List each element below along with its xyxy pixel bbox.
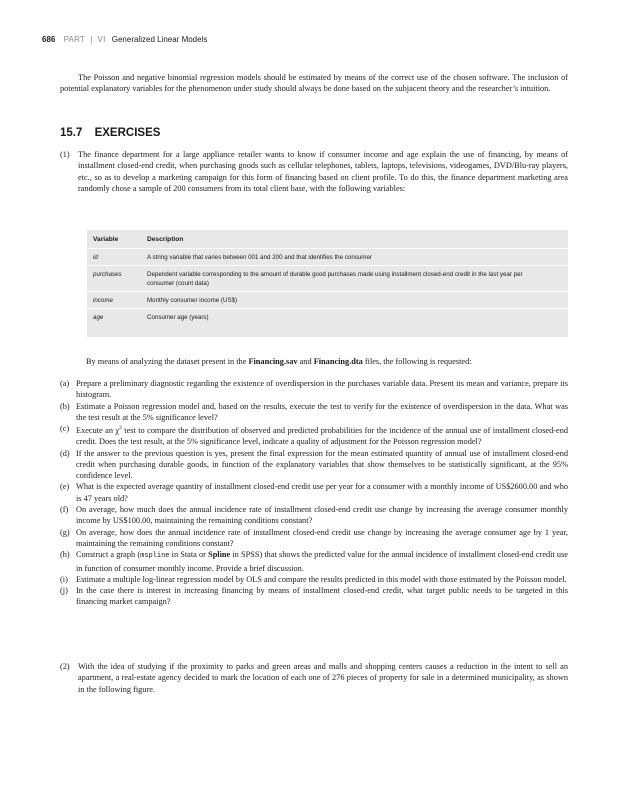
- item-text: On average, how much does the annual incidence rate of installment closed-end credit use change by increasing the average consumer monthly income by US$100.00, maintaining the remaining conditions constant?: [76, 505, 568, 526]
- item-text: What is the expected average quantity of installment closed-end credit use per year for a consumer with a monthly income of US$2600.00 and who is 47 years old?: [76, 482, 568, 503]
- variables-table: [87, 230, 568, 337]
- code-term: mspline: [140, 552, 170, 561]
- request-text: files, the following is requested:: [362, 357, 472, 366]
- exercise-1: [60, 149, 568, 194]
- exercise-number: (1): [60, 150, 70, 159]
- list-item: [60, 527, 568, 550]
- exercise-text: The finance department for a large appliance retailer wants to know if consumer income and age explain the use of financing, by means of installment closed-end credit, when purchasing goods such as cellular telephones, tablets, laptops, televisions, videogames, DVD/Blu-ray players, etc., so as to develop a marketing campaign for this form of financing based on client profile. To do this, the finance department marketing area randomly chose a sample of 200 consumers from its total client base, with the following variables:: [78, 150, 568, 193]
- item-label: (e): [60, 482, 70, 492]
- item-text-part: in SPSS) that shows the predicted value for the annual incidence of installment closed-end credit use in function of consumer monthly income. Provide a brief discussion.: [76, 550, 568, 573]
- list-item: [60, 574, 568, 585]
- item-label: (c): [60, 424, 70, 434]
- item-label: (h): [60, 550, 70, 560]
- variable-cell: id: [93, 254, 98, 261]
- table-row: [87, 309, 568, 325]
- exercise-text: With the idea of studying if the proximity to parks and green areas and malls and shopping centers causes a reduction in the intent to sell an apartment, a real-estate agency decided to mark the location of each one of 276 pieces of property for sale in a determined municipality, as shown in the following figure.: [78, 662, 568, 694]
- item-label: (g): [60, 527, 70, 537]
- item-label: (i): [60, 574, 68, 584]
- item-label: (j): [60, 586, 68, 596]
- item-text-part: Construct a graph (: [76, 550, 141, 560]
- list-item: [60, 549, 568, 574]
- header-separator: |: [90, 35, 93, 44]
- item-text: Estimate a Poisson regression model and, based on the results, execute the test to verify for the existence of overdispersion in the data. What was the test result at the 5% significance level?: [76, 401, 568, 422]
- part-number: VI: [97, 35, 106, 44]
- item-label: (d): [60, 448, 70, 458]
- section-number: 15.7: [60, 127, 83, 139]
- file-name-dta: Financing.dta: [313, 357, 363, 366]
- table-row: [87, 266, 568, 292]
- running-header: [42, 35, 207, 44]
- request-text: By means of analyzing the dataset present in the: [86, 357, 249, 366]
- bold-term: Spline: [208, 550, 231, 560]
- column-header-description: Description: [147, 236, 184, 243]
- item-text: [76, 549, 568, 574]
- list-item: [60, 585, 568, 608]
- page-number: 686: [42, 35, 56, 44]
- description-cell: Consumer age (years): [147, 314, 209, 321]
- list-item: [60, 481, 568, 504]
- section-title: EXERCISES: [94, 127, 161, 139]
- list-item: [60, 448, 568, 482]
- list-item: [60, 378, 568, 401]
- column-header-variable: Variable: [93, 236, 119, 243]
- intro-paragraph: The Poisson and negative binomial regression models should be estimated by means of the correct use of the chosen software. The inclusion of potential explanatory variables for the phenomenon under study should always be done based on the subjacent theory and the researcher’s intuition.: [60, 73, 568, 94]
- item-text: On average, how does the annual incidence rate of installment closed-end credit use change by increasing the average consumer age by 1 year, maintaining the remaining conditions constant?: [76, 527, 568, 548]
- item-label: (b): [60, 401, 70, 411]
- request-intro: [60, 356, 568, 367]
- item-text: Prepare a preliminary diagnostic regarding the existence of overdispersion in the purchases variable data. Present its mean and variance, prepare its histogram.: [76, 379, 568, 400]
- variable-cell: purchases: [93, 271, 122, 278]
- request-text: and: [297, 357, 314, 366]
- description-cell: Dependent variable corresponding to the amount of durable good purchases made using installment closed-end credit in the last year per consumer (count data): [147, 271, 523, 287]
- item-text: [76, 423, 568, 447]
- item-text-part: Execute an: [76, 425, 116, 435]
- superscript: 2: [119, 425, 122, 432]
- part-label: PART: [63, 35, 85, 44]
- variable-cell: income: [93, 297, 113, 304]
- request-list: [60, 378, 568, 608]
- section-heading: [60, 128, 160, 139]
- list-item: [60, 401, 568, 424]
- variable-cell: age: [93, 314, 104, 321]
- table-header-row: [87, 230, 568, 249]
- list-item: [60, 423, 568, 447]
- item-text: If the answer to the previous question is yes, present the final expression for the mean estimated quantity of annual use of installment closed-end credit when purchasing durable goods, in function of the explanatory variables that show themselves to be statistically significant, at the 95% confidence level.: [76, 448, 568, 481]
- item-label: (a): [60, 379, 70, 388]
- list-item: [60, 504, 568, 527]
- table-row: [87, 292, 568, 309]
- exercise-number: (2): [60, 662, 70, 671]
- item-label: (f): [60, 505, 69, 515]
- description-cell: A string variable that varies between 001 and 200 and that identifies the consumer: [147, 254, 372, 261]
- item-text-part: in Stata or: [169, 550, 209, 560]
- description-cell: Monthly consumer income (US$): [147, 297, 238, 304]
- file-name-sav: Financing.sav: [248, 357, 298, 366]
- item-text: In the case there is interest in increasing financing by means of installment closed-end credit, what target public needs to be targeted in this financing market campaign?: [76, 586, 568, 607]
- chi-symbol: χ: [115, 425, 120, 435]
- part-title: Generalized Linear Models: [111, 35, 208, 44]
- table-row: [87, 249, 568, 266]
- exercise-2: [60, 661, 568, 695]
- item-text-part: test to compare the distribution of observed and predicted probabilities for the incidence of the annual use of installment closed-end credit. Does the test result, at the 5% significance level, indicate a quality of adjustment for the Poisson regression model?: [76, 425, 569, 447]
- item-text: Estimate a multiple log-linear regression model by OLS and compare the results predicted in this model with those estimated by the Poisson model.: [76, 574, 567, 584]
